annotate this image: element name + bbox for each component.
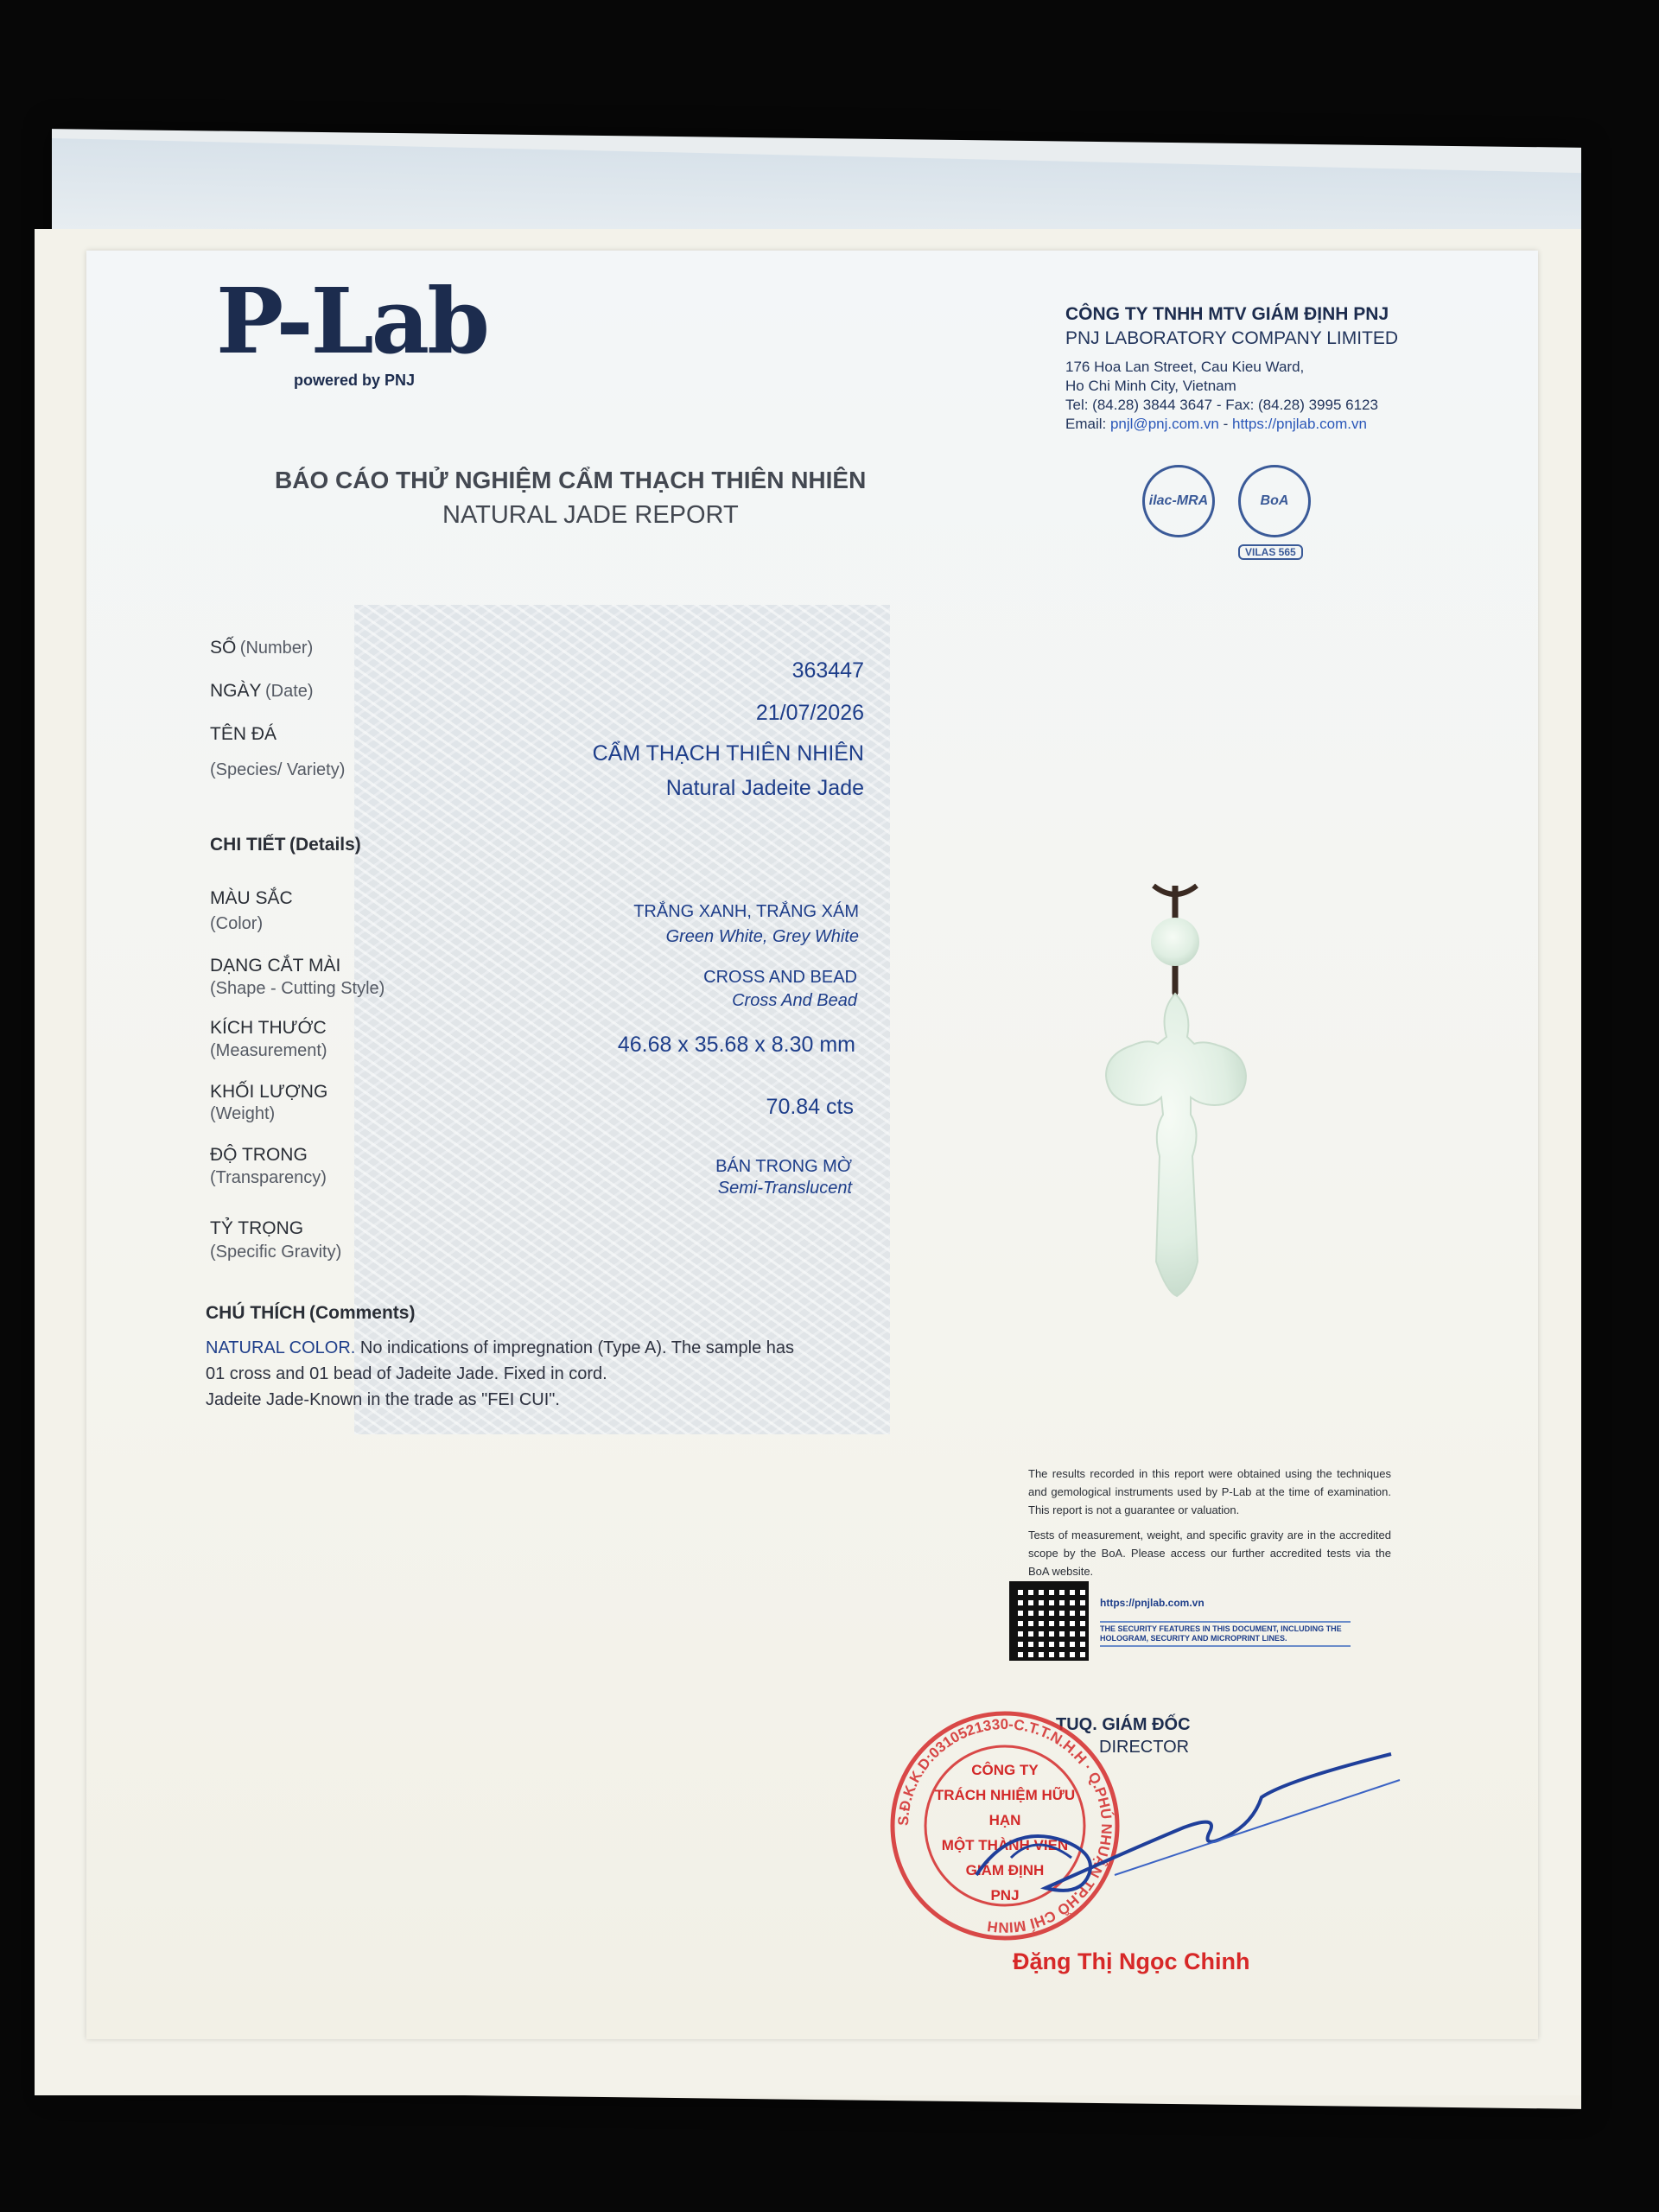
comments-heading-vn: CHÚ THÍCH bbox=[206, 1303, 306, 1323]
seal-line-1: CÔNG TY bbox=[971, 1762, 1039, 1778]
species-value-vn: CẨM THẠCH THIÊN NHIÊN bbox=[592, 741, 864, 766]
director-signature bbox=[959, 1745, 1408, 1918]
gravity-label-vn: TỶ TRỌNG bbox=[210, 1218, 304, 1238]
email-link[interactable]: pnjl@pnj.com.vn bbox=[1109, 416, 1219, 432]
jade-cross bbox=[1106, 994, 1246, 1296]
color-value-en: Green White, Grey White bbox=[665, 927, 859, 946]
weight-label-vn: KHỐI LƯỢNG bbox=[210, 1082, 328, 1102]
transparency-label-en: (Transparency) bbox=[210, 1168, 327, 1187]
transparency-label-vn: ĐỘ TRONG bbox=[210, 1145, 308, 1165]
comments-text bbox=[206, 1335, 862, 1413]
measurement-value: 46.68 x 35.68 x 8.30 mm bbox=[617, 1033, 855, 1057]
security-note: THE SECURITY FEATURES IN THIS DOCUMENT, INCLUDING THE HOLOGRAM, SECURITY AND MICROPRINT LINES. bbox=[1100, 1621, 1351, 1647]
security-pattern-panel bbox=[354, 605, 890, 1434]
company-name-en: PNJ LABORATORY COMPANY LIMITED bbox=[1065, 328, 1399, 348]
seal-ring-text: S.Đ.K.K.D:0310521330-C.T.T.N.H.H · Q.PHÚ NHUẬN TP.HỒ CHÍ MINH bbox=[894, 1715, 1116, 1936]
comments-heading bbox=[206, 1303, 415, 1324]
number-label-vn: SỐ bbox=[210, 638, 237, 658]
shape-label-en: (Shape - Cutting Style) bbox=[210, 979, 385, 998]
report-title-en: NATURAL JADE REPORT bbox=[442, 501, 739, 529]
field-date bbox=[210, 681, 314, 702]
date-label-vn: NGÀY bbox=[210, 681, 262, 701]
jade-cross-photo bbox=[1046, 881, 1305, 1313]
report-title-vn: BÁO CÁO THỬ NGHIỆM CẨM THẠCH THIÊN NHIÊN bbox=[275, 467, 867, 493]
color-value-vn: TRẮNG XANH, TRẮNG XÁM bbox=[633, 902, 859, 921]
address-line-2: Ho Chi Minh City, Vietnam bbox=[1065, 378, 1236, 394]
comment-line-1 bbox=[206, 1335, 862, 1361]
details-heading-vn: CHI TIẾT bbox=[210, 835, 286, 855]
powered-by-text: powered by PNJ bbox=[294, 372, 416, 389]
shape-value-vn: CROSS AND BEAD bbox=[703, 968, 857, 987]
website-link[interactable]: https://pnjlab.com.vn bbox=[1232, 416, 1367, 432]
field-number bbox=[210, 638, 313, 658]
measurement-label-en: (Measurement) bbox=[210, 1041, 327, 1060]
email-label: Email: bbox=[1065, 416, 1110, 432]
boa-badge bbox=[1238, 465, 1311, 537]
species-value-en: Natural Jadeite Jade bbox=[665, 776, 864, 800]
seal-line-4: GIÁM ĐỊNH bbox=[965, 1862, 1045, 1878]
number-value: 363447 bbox=[791, 658, 864, 683]
details-heading bbox=[210, 835, 361, 855]
weight-label-en: (Weight) bbox=[210, 1104, 276, 1123]
color-label-vn: MÀU SẮC bbox=[210, 888, 293, 908]
address-line-1: 176 Hoa Lan Street, Cau Kieu Ward, bbox=[1065, 359, 1305, 375]
seal-line-3: MỘT THÀNH VIÊN bbox=[941, 1837, 1069, 1853]
comments-heading-en: (Comments) bbox=[308, 1303, 416, 1323]
qr-website-link[interactable]: https://pnjlab.com.vn bbox=[1100, 1597, 1205, 1609]
jade-bead bbox=[1151, 918, 1199, 966]
tel-fax: Tel: (84.28) 3844 3647 - Fax: (84.28) 3995 6123 bbox=[1065, 397, 1378, 413]
director-title-vn: TUQ. GIÁM ĐỐC bbox=[1056, 1715, 1191, 1734]
date-value: 21/07/2026 bbox=[755, 701, 864, 725]
comment-line-2: 01 cross and 01 bead of Jadeite Jade. Fixed in cord. bbox=[206, 1364, 607, 1383]
signer-name: Đặng Thị Ngọc Chinh bbox=[1013, 1948, 1250, 1974]
disclaimer-text bbox=[1028, 1465, 1391, 1580]
plab-logo: P-Lab bbox=[216, 268, 487, 374]
comment-line-1-rest: No indications of impregnation (Type A). The sample has bbox=[355, 1338, 795, 1357]
shape-value-en: Cross And Bead bbox=[732, 991, 857, 1010]
contact-separator: - bbox=[1218, 416, 1233, 432]
transparency-value-en: Semi-Translucent bbox=[717, 1179, 852, 1198]
contact-line bbox=[1065, 415, 1446, 434]
species-label-vn: TÊN ĐÁ bbox=[210, 724, 277, 744]
company-name-vn: CÔNG TY TNHH MTV GIÁM ĐỊNH PNJ bbox=[1065, 304, 1389, 324]
seal-line-2: TRÁCH NHIỆM HỮU HẠN bbox=[934, 1787, 1076, 1828]
comment-line-3: Jadeite Jade-Known in the trade as "FEI CUI". bbox=[206, 1390, 560, 1409]
ilac-mra-badge bbox=[1142, 465, 1215, 537]
date-label-en: (Date) bbox=[264, 682, 314, 701]
disclaimer-para-1: The results recorded in this report were obtained using the techniques and gemological instruments used by P-Lab at the time of examination. This report is not a guarantee or valuation. bbox=[1028, 1467, 1391, 1516]
director-title-en: DIRECTOR bbox=[1099, 1738, 1190, 1757]
measurement-label-vn: KÍCH THƯỚC bbox=[210, 1018, 327, 1038]
number-label-en: (Number) bbox=[239, 639, 314, 658]
species-label-en: (Species/ Variety) bbox=[210, 760, 346, 779]
transparency-value-vn: BÁN TRONG MỜ bbox=[715, 1157, 852, 1176]
color-label-en: (Color) bbox=[210, 914, 264, 933]
shape-label-vn: DẠNG CẮT MÀI bbox=[210, 956, 341, 976]
weight-value: 70.84 cts bbox=[766, 1095, 854, 1119]
ilac-mra-label: ilac-MRA bbox=[1148, 493, 1209, 508]
boa-label: BoA bbox=[1260, 493, 1289, 508]
seal-line-5: PNJ bbox=[990, 1887, 1020, 1904]
vilas-badge: VILAS 565 bbox=[1238, 544, 1303, 560]
details-heading-en: (Details) bbox=[289, 835, 361, 855]
comment-natural-color: NATURAL COLOR. bbox=[206, 1338, 356, 1357]
disclaimer-para-2: Tests of measurement, weight, and specific gravity are in the accredited scope by the BoA. Please access our further accredited tests via the BoA website. bbox=[1028, 1529, 1391, 1578]
gravity-label-en: (Specific Gravity) bbox=[210, 1243, 342, 1262]
qr-code[interactable] bbox=[1009, 1581, 1089, 1661]
company-address bbox=[1065, 358, 1446, 434]
